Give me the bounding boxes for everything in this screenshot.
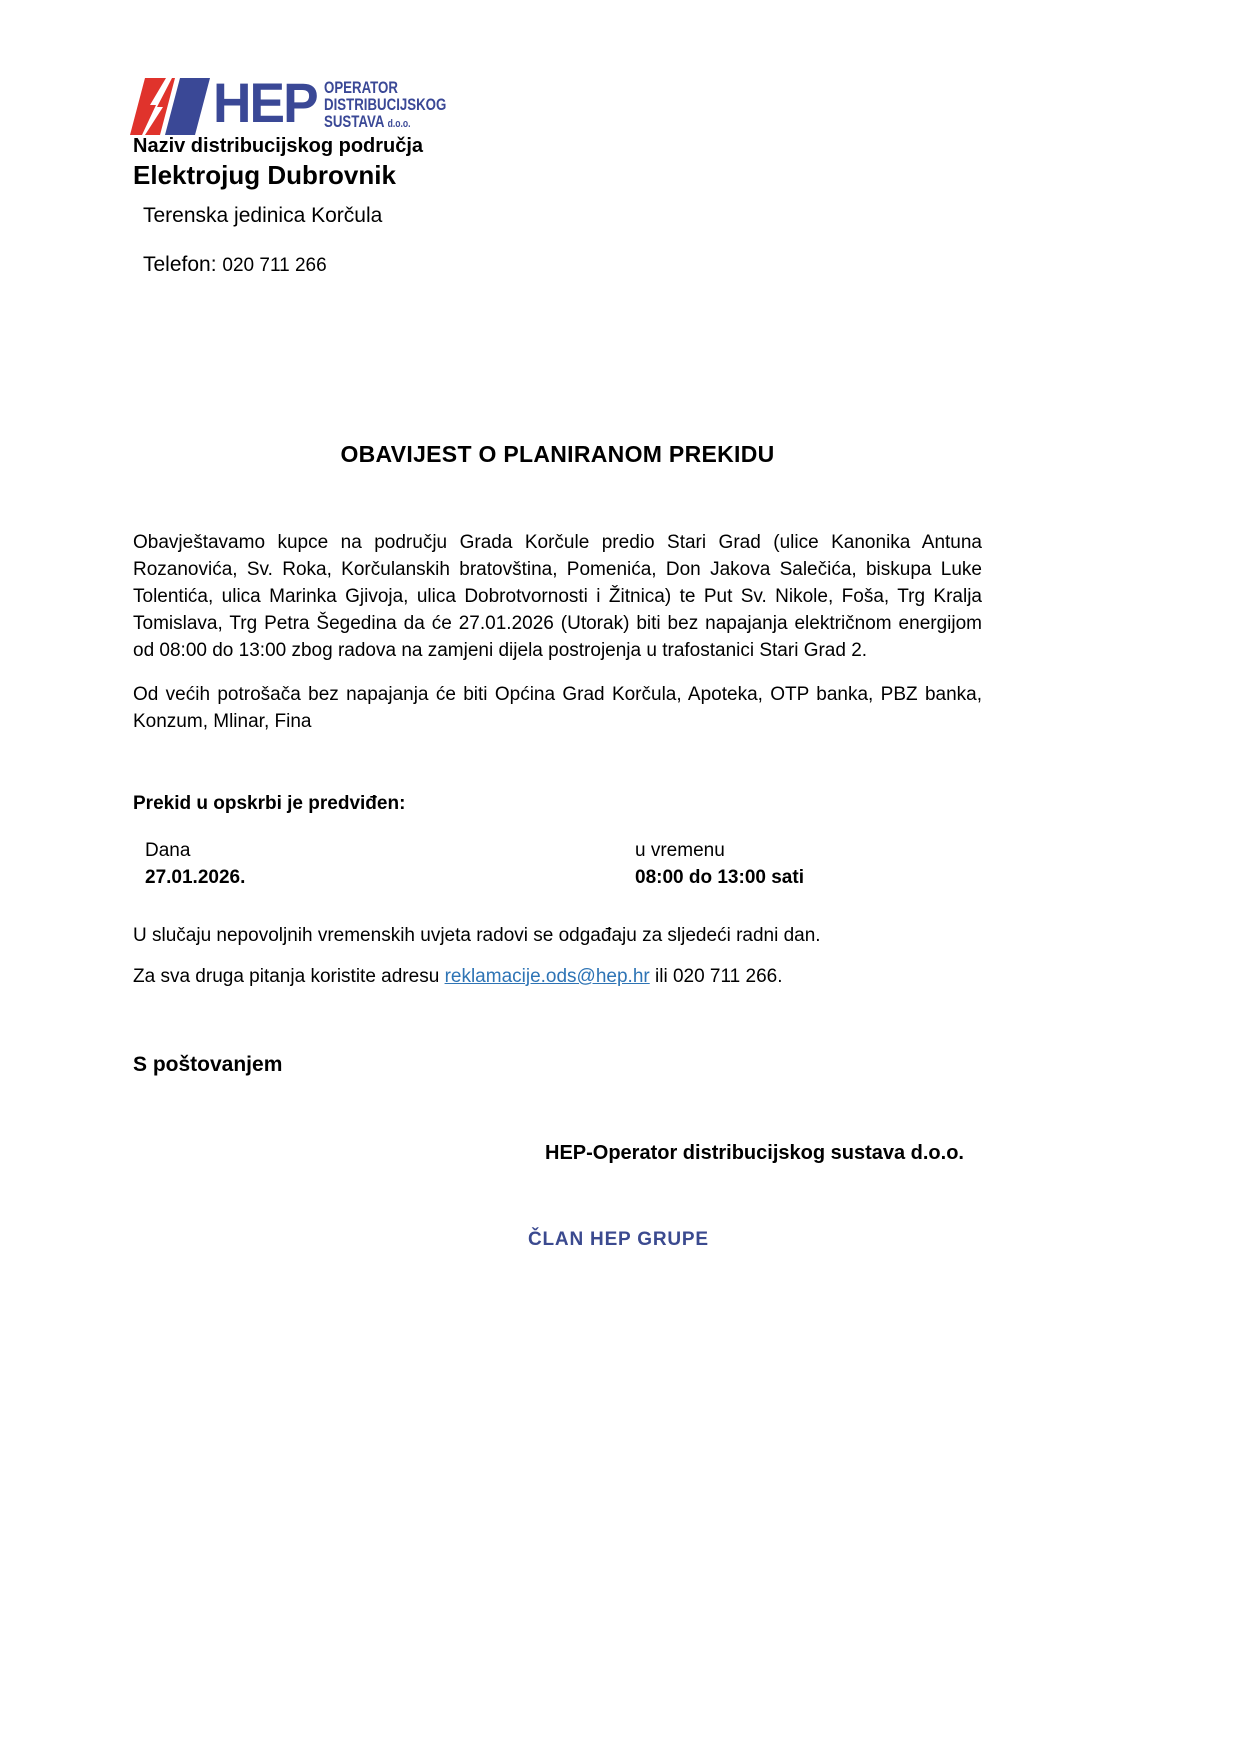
contact-prefix: Za sva druga pitanja koristite adresu [133,966,445,987]
outage-description-paragraph: Obavještavamo kupce na području Grada Korčule predio Stari Grad (ulice Kanonika Antuna Rozanovića, Sv. Roka, Korčulanskih bratovština, Pomenića, Don Jakova Salečića, biskupa Luke Tolentića, ulica Marinka Gjivoja, ulica Dobrotvornosti i Žitnica) te Put Sv. Nikole, Foša, Trg Kralja Tomislava, Trg Petra Šegedina da će 27.01.2026 (Utorak) biti bez napajanja električnom energijom od 08:00 do 13:00 zbog radova na zamjeni dijela postrojenja u trafostanici Stari Grad 2. [133,532,982,661]
contact-suffix: ili 020 711 266. [649,966,783,987]
complaints-email-link[interactable]: reklamacije.ods@hep.hr [444,966,650,987]
schedule-date-label: Dana [145,840,191,861]
hep-group-member-tagline: ČLAN HEP GRUPE [528,1229,709,1250]
logo-subtitle-line-3: SUSTAVA d.o.o. [324,112,411,131]
phone-number: 020 711 266 [222,255,327,276]
company-signature: HEP-Operator distribucijskog sustava d.o.o. [545,1142,964,1164]
distribution-area-label: Naziv distribucijskog područja [133,135,424,157]
schedule-date-column [145,837,245,891]
contact-line [133,963,1033,990]
closing-salutation: S poštovanjem [133,1053,283,1076]
logo-subtitle-line-1: OPERATOR [324,78,399,97]
schedule-heading: Prekid u opskrbi je predviđen: [133,793,406,814]
page-title: OBAVIJEST O PLANIRANOM PREKIDU [340,441,775,467]
logo-company-suffix: d.o.o. [387,118,411,130]
schedule-time-label: u vremenu [635,840,725,861]
hep-logo-lightning-icon [130,78,211,135]
logo-subtitle-line-2: DISTRIBUCIJSKOG [324,95,447,114]
distribution-area-name: Elektrojug Dubrovnik [133,160,396,190]
hep-logo-subtitle [324,79,446,133]
phone-label: Telefon: [143,253,217,276]
schedule-time-column [635,837,804,891]
schedule-time-value: 08:00 do 13:00 sati [635,867,804,888]
schedule-date-value: 27.01.2026. [145,867,246,888]
hep-logo [130,71,481,136]
major-consumers-paragraph: Od većih potrošača bez napajanja će biti Općina Grad Korčula, Apoteka, OTP banka, PBZ banka, Konzum, Mlinar, Fina [133,684,982,732]
hep-logo-wordmark: HEP [213,71,317,134]
phone-line [143,253,327,277]
weather-postponement-note: U slučaju nepovoljnih vremenskih uvjeta radovi se odgađaju za sljedeći radni dan. [133,925,821,946]
field-unit-name: Terenska jedinica Korčula [143,204,383,227]
